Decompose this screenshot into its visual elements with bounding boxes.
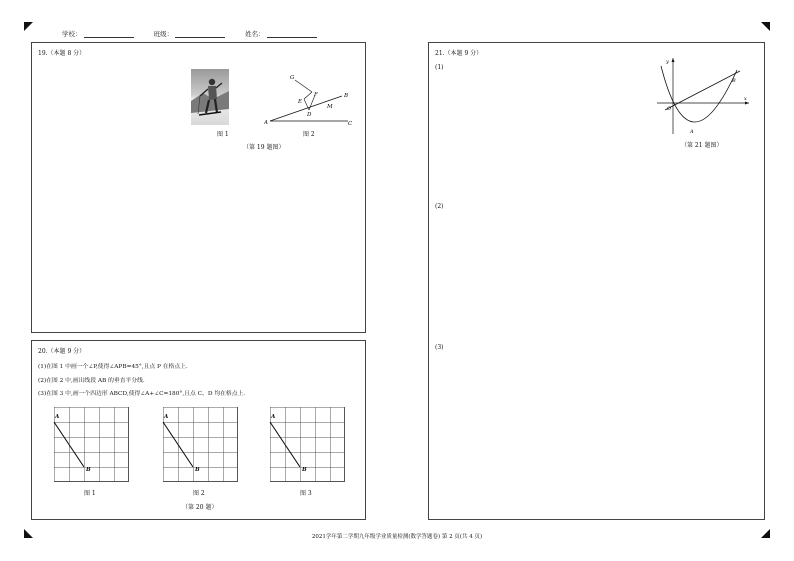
- q20-grid3-point-a: A: [271, 414, 276, 420]
- q21-title: 21.（本题 9 分）: [435, 50, 483, 57]
- q19-point-b: B: [344, 93, 349, 99]
- q20-figure-caption: （第 20 题）: [182, 504, 218, 511]
- name-label: 姓名：: [245, 30, 265, 38]
- school-field[interactable]: [62, 29, 134, 38]
- q20-grid2-caption: 图 2: [193, 490, 205, 497]
- q20-grid1-point-b: B: [86, 467, 91, 473]
- q20-answer-box[interactable]: [31, 340, 366, 520]
- q19-point-a: A: [264, 120, 268, 126]
- school-blank-line: [84, 30, 134, 38]
- q19-geometry-figure: [264, 71, 354, 127]
- q20-instruction-2: (2)在图 2 中,画出线段 AB 的垂直平分线.: [38, 378, 145, 384]
- q21-figure-caption: （第 21 题图）: [681, 142, 723, 149]
- q21-part-3: (3): [435, 344, 444, 351]
- q19-point-c: C: [348, 121, 353, 127]
- q19-fig1-caption: 图 1: [217, 131, 229, 138]
- name-field[interactable]: [245, 29, 317, 38]
- school-label: 学校：: [62, 30, 82, 38]
- q20-instruction-3: (3)在图 3 中,画一个四边形 ABCD,使得∠A+∠C=180°,且点 C、D 均在格点上.: [38, 391, 246, 397]
- q19-point-d: D: [307, 112, 312, 118]
- q19-point-g: G: [290, 75, 295, 81]
- q19-title: 19.（本题 8 分）: [38, 50, 86, 57]
- q20-instruction-1: (1)在图 1 中画一个∠P,使得∠APB=45°,且点 P 在格点上.: [38, 364, 188, 370]
- student-info-header: [62, 29, 335, 38]
- q20-grid1-point-a: A: [55, 414, 60, 420]
- class-label: 班级：: [153, 30, 174, 38]
- class-blank-line: [175, 30, 225, 38]
- q20-grid-1[interactable]: [54, 407, 129, 482]
- q19-point-f: F: [314, 92, 318, 98]
- q19-figure-caption: （第 19 题图）: [243, 144, 285, 151]
- q19-point-m: M: [327, 104, 333, 110]
- q21-point-b: B: [732, 78, 736, 84]
- q21-answer-box[interactable]: [428, 42, 765, 520]
- q20-grid2-point-b: B: [195, 467, 200, 473]
- q19-fig2-caption: 图 2: [303, 131, 315, 138]
- q21-axis-x-label: x: [744, 96, 747, 102]
- q21-point-a: A: [690, 129, 694, 135]
- q21-part-1: (1): [435, 64, 444, 71]
- q21-part-2: (2): [435, 203, 444, 210]
- q20-title: 20.（本题 9 分）: [38, 348, 86, 355]
- q20-grid-3[interactable]: [270, 407, 345, 482]
- name-blank-line: [267, 30, 317, 38]
- corner-mark-top-right: [761, 22, 770, 31]
- q20-grid2-point-a: A: [164, 414, 169, 420]
- q20-grid3-caption: 图 3: [300, 490, 312, 497]
- q20-grid-2[interactable]: [163, 407, 238, 482]
- q21-function-graph: [655, 56, 751, 136]
- q19-skier-photo: [191, 69, 229, 125]
- page-footer: 2021学年第二学期九年级学业质量检测(数学答题卷) 第 2 页(共 4 页): [311, 534, 483, 540]
- q20-grid1-caption: 图 1: [84, 490, 96, 497]
- q19-point-e: E: [298, 99, 303, 105]
- q21-origin-label: O: [667, 106, 672, 112]
- class-field[interactable]: [154, 29, 226, 38]
- q21-axis-y-label: y: [666, 59, 669, 65]
- corner-mark-top-left: [24, 22, 33, 31]
- q20-grid3-point-b: B: [302, 467, 307, 473]
- q19-answer-box[interactable]: [31, 42, 366, 333]
